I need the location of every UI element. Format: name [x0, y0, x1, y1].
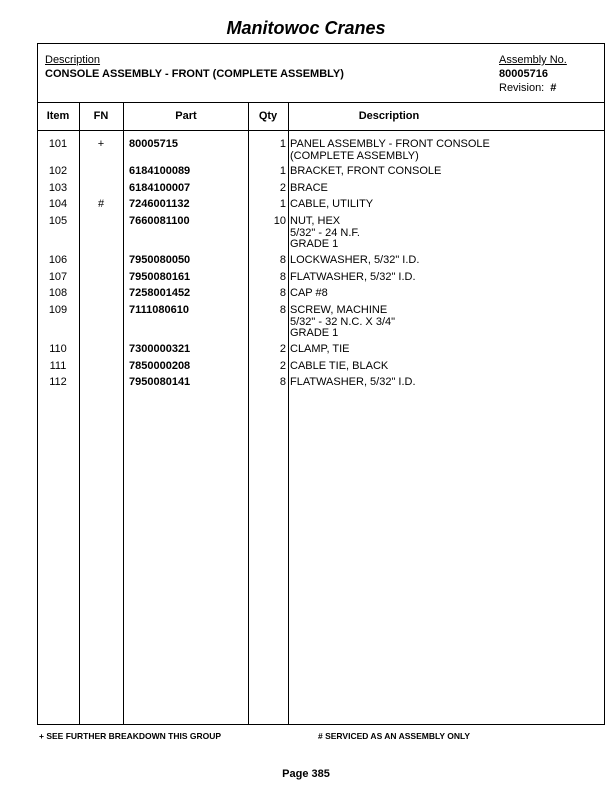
revision [499, 82, 556, 94]
part-description: FLATWASHER, 5/32" I.D. [290, 271, 416, 283]
assembly-number-label: Assembly No. [499, 54, 567, 66]
table-row [38, 199, 604, 216]
table-row [38, 344, 604, 361]
quantity: 10 [273, 215, 286, 227]
item-number: 105 [48, 215, 68, 227]
table-row [38, 183, 604, 199]
part-number: 7660081100 [129, 215, 190, 227]
part-description: PANEL ASSEMBLY - FRONT CONSOLE (COMPLETE ASSEMBLY) [290, 138, 490, 162]
part-description: LOCKWASHER, 5/32" I.D. [290, 254, 420, 266]
document-title: Manitowoc Cranes [226, 18, 386, 38]
table-row [38, 361, 604, 377]
item-number: 103 [48, 182, 68, 194]
part-number: 6184100089 [129, 165, 191, 177]
part-number: 7950080161 [129, 271, 191, 283]
footnote-serviced-assembly: # SERVICED AS AN ASSEMBLY ONLY [318, 731, 471, 741]
quantity: 1 [279, 138, 286, 150]
item-number: 101 [48, 138, 68, 150]
quantity: 8 [279, 254, 286, 266]
fn-code: # [97, 198, 105, 210]
parts-list-frame [37, 43, 605, 725]
item-number: 107 [48, 271, 68, 283]
assembly-header [38, 44, 604, 103]
item-number: 106 [48, 254, 68, 266]
part-description: CLAMP, TIE [290, 343, 350, 355]
table-row [38, 305, 604, 344]
item-number: 110 [49, 343, 67, 355]
part-number: 7300000321 [129, 343, 191, 355]
quantity: 1 [279, 198, 286, 210]
column-header-item: Item [46, 110, 70, 122]
quantity: 2 [279, 182, 286, 194]
table-row [38, 288, 604, 305]
quantity: 1 [279, 165, 286, 177]
revision-label: Revision: [499, 82, 545, 94]
item-number: 109 [48, 304, 68, 316]
column-header-part: Part [175, 110, 197, 122]
part-description: CABLE TIE, BLACK [290, 360, 389, 372]
column-header-qty: Qty [258, 110, 278, 122]
quantity: 2 [279, 360, 286, 372]
assembly-description: CONSOLE ASSEMBLY - FRONT (COMPLETE ASSEMBLY) [45, 68, 344, 80]
item-number: 102 [48, 165, 68, 177]
part-number: 7950080141 [129, 376, 191, 388]
quantity: 8 [279, 271, 286, 283]
item-number: 104 [48, 198, 68, 210]
table-row [38, 255, 604, 272]
fn-code: + [97, 138, 105, 150]
page-number: Page 385 [282, 768, 330, 780]
part-number: 7950080050 [129, 254, 191, 266]
table-row [38, 377, 604, 394]
quantity: 8 [279, 376, 286, 388]
part-number: 80005715 [129, 138, 178, 150]
part-number: 6184100007 [129, 182, 191, 194]
part-number: 7246001132 [129, 198, 190, 210]
item-number: 108 [48, 287, 68, 299]
part-description: NUT, HEX 5/32" - 24 N.F. GRADE 1 [290, 215, 360, 250]
table-row [38, 216, 604, 255]
part-number: 7850000208 [129, 360, 191, 372]
part-description: BRACKET, FRONT CONSOLE [290, 165, 442, 177]
column-header-description: Description [358, 110, 420, 122]
item-number: 112 [49, 376, 67, 388]
assembly-number: 80005716 [499, 68, 548, 80]
footnote-further-breakdown: + SEE FURTHER BREAKDOWN THIS GROUP [39, 731, 222, 741]
quantity: 8 [279, 304, 286, 316]
part-description: FLATWASHER, 5/32" I.D. [290, 376, 416, 388]
column-header-fn: FN [93, 110, 109, 122]
part-description: CABLE, UTILITY [290, 198, 374, 210]
item-number: 111 [49, 360, 67, 372]
part-description: CAP #8 [290, 287, 328, 299]
part-number: 7258001452 [129, 287, 191, 299]
quantity: 2 [279, 343, 286, 355]
quantity: 8 [279, 287, 286, 299]
table-row [38, 139, 604, 166]
revision-value: # [550, 82, 557, 94]
part-number: 7111080610 [129, 304, 189, 316]
table-row [38, 166, 604, 183]
description-label: Description [45, 54, 101, 66]
table-row [38, 272, 604, 288]
part-description: BRACE [290, 182, 328, 194]
parts-table-body [38, 139, 604, 394]
part-description: SCREW, MACHINE 5/32" - 32 N.C. X 3/4" GRADE 1 [290, 304, 396, 339]
